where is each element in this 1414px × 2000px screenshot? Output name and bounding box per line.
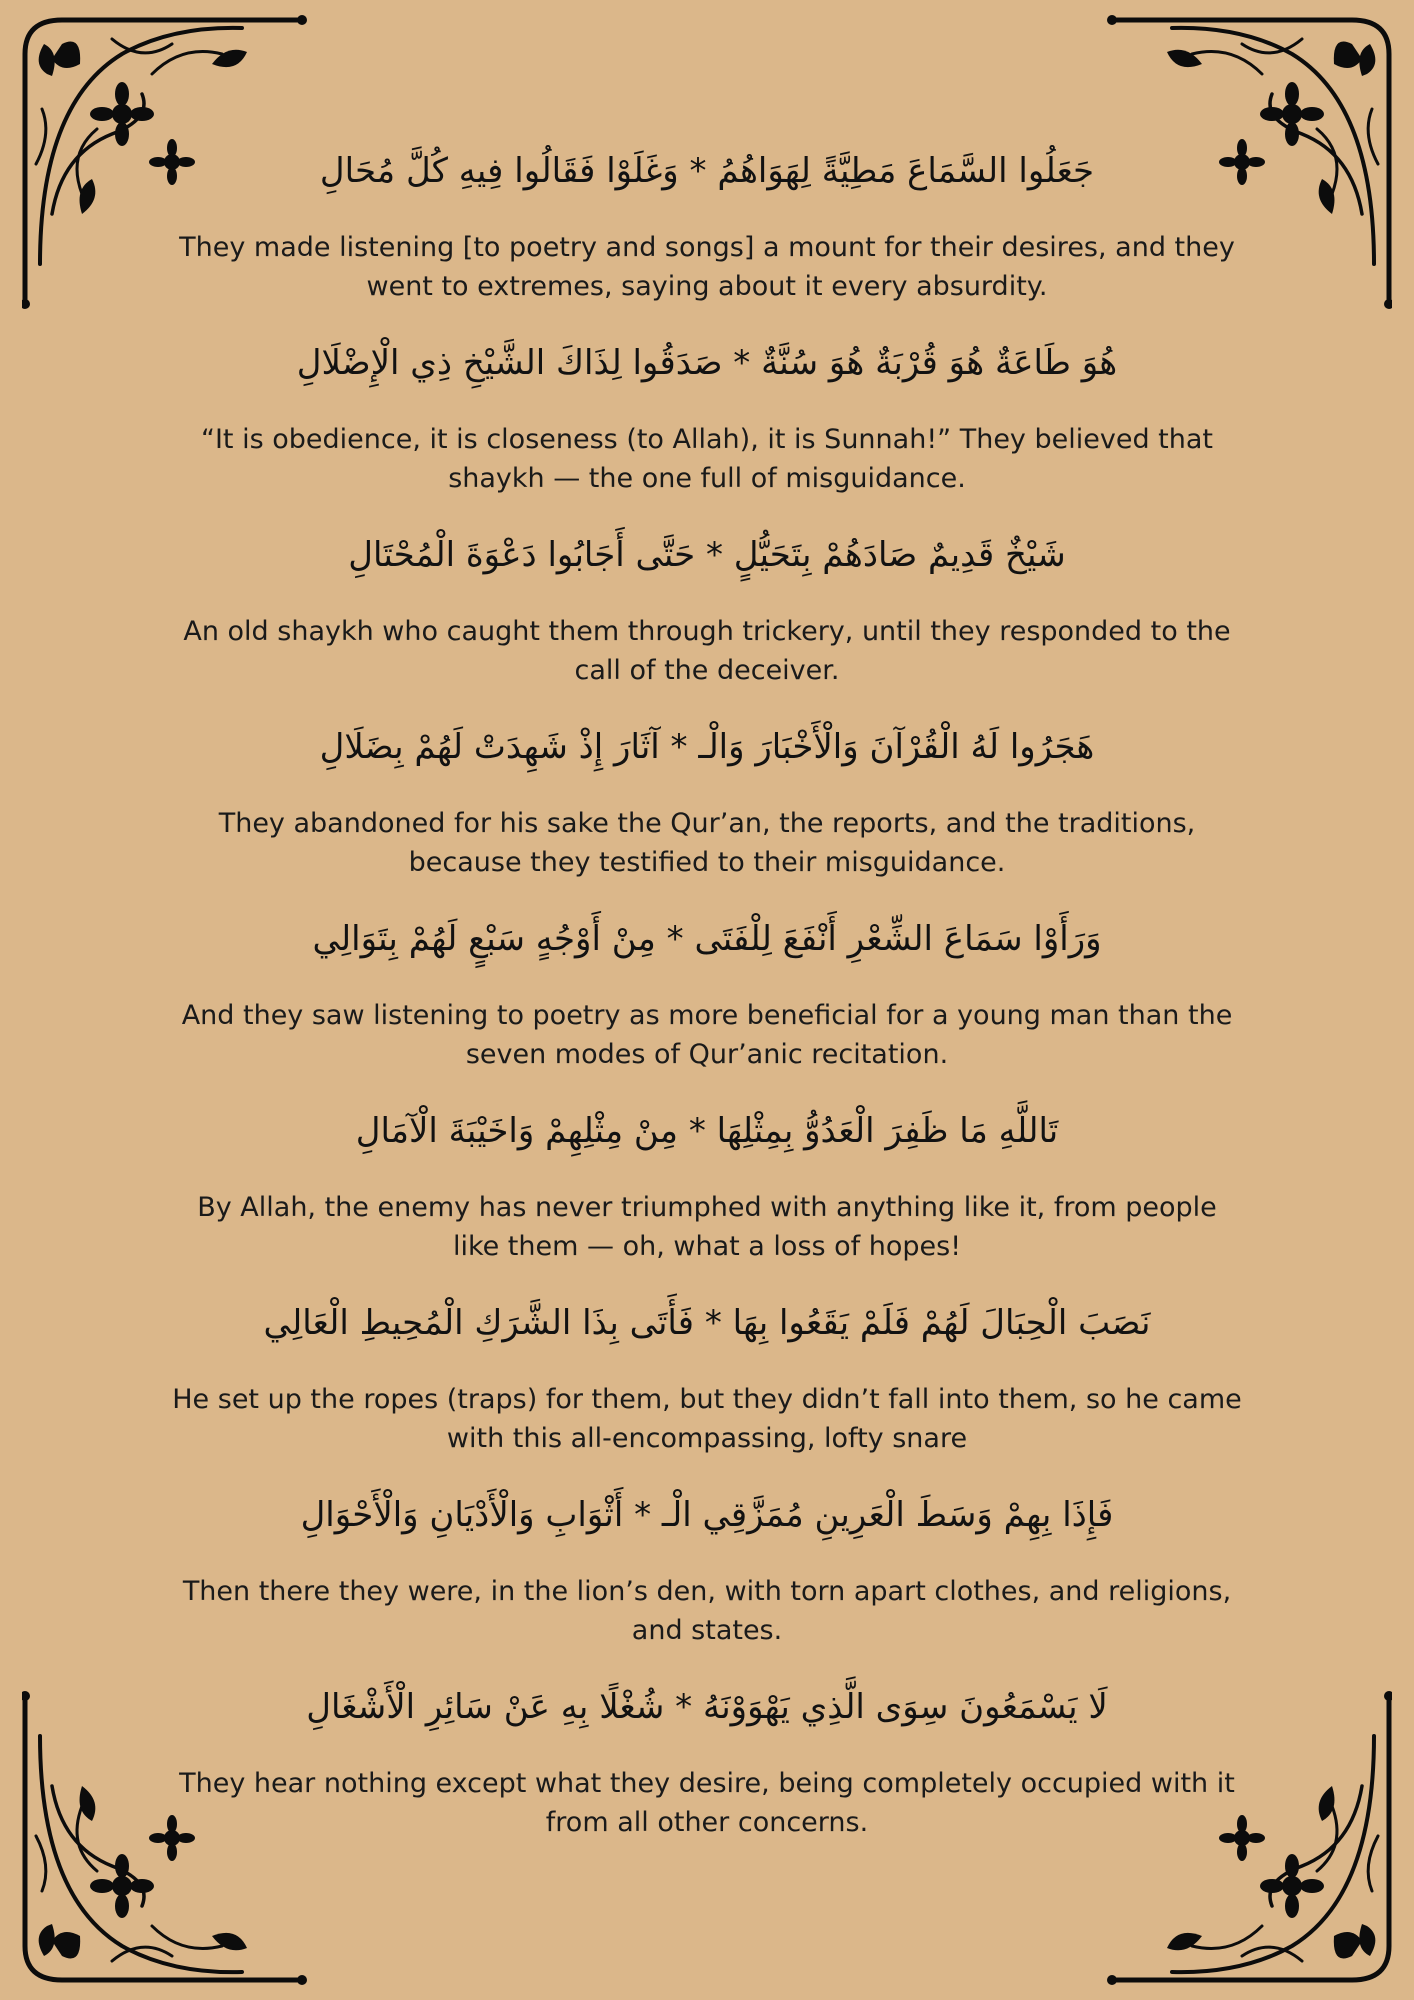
verse-translation: They made listening [to poetry and songs] a mount for their desires, and they went to extremes, saying about it every absurdity. bbox=[179, 232, 1235, 302]
verse-translation: An old shaykh who caught them through trickery, until they responded to the call of the deceiver. bbox=[183, 616, 1231, 686]
verse-arabic: لَا يَسْمَعُونَ سِوَى الَّذِي يَهْوَوْنَهُ * شُغْلًا بِهِ عَنْ سَائِرِ الْأَشْغَالِ bbox=[306, 1687, 1108, 1727]
verse-translation: They hear nothing except what they desire, being completely occupied with it from all other concerns. bbox=[179, 1768, 1235, 1838]
verse-arabic: فَإِذَا بِهِمْ وَسَطَ الْعَرِينِ مُمَزَّقِي الْـ * أَثْوَابِ وَالْأَدْيَانِ وَالْأَحْوَالِ bbox=[300, 1495, 1114, 1535]
verse-7 bbox=[150, 1288, 1264, 1480]
verse-arabic: تَاللَّهِ مَا ظَفِرَ الْعَدُوُّ بِمِثْلِهَا * مِنْ مِثْلِهِمْ وَاخَيْبَةَ الْآمَالِ bbox=[355, 1111, 1059, 1151]
verse-1 bbox=[150, 136, 1264, 328]
verse-arabic: هُوَ طَاعَةٌ هُوَ قُرْبَةٌ هُوَ سُنَّةٌ * صَدَقُوا لِذَاكَ الشَّيْخِ ذِي الْإِضْلَالِ bbox=[296, 343, 1118, 383]
verse-2 bbox=[150, 328, 1264, 520]
verse-9 bbox=[150, 1672, 1264, 1864]
verse-8 bbox=[150, 1480, 1264, 1672]
verse-arabic: نَصَبَ الْحِبَالَ لَهُمْ فَلَمْ يَقَعُوا بِهَا * فَأَتَى بِذَا الشَّرَكِ الْمُحِيطِ الْعَالِي bbox=[263, 1303, 1151, 1343]
verse-translation: “It is obedience, it is closeness (to Allah), it is Sunnah!” They believed that shaykh — the one full of misguidance. bbox=[200, 424, 1213, 494]
verse-arabic: هَجَرُوا لَهُ الْقُرْآنَ وَالْأَخْبَارَ وَالْـ * آثَارَ إِذْ شَهِدَتْ لَهُمْ بِضَلَالِ bbox=[319, 727, 1095, 767]
verse-arabic: شَيْخٌ قَدِيمٌ صَادَهُمْ بِتَحَيُّلٍ * حَتَّى أَجَابُوا دَعْوَةَ الْمُحْتَالِ bbox=[348, 535, 1066, 575]
verse-6 bbox=[150, 1096, 1264, 1288]
verse-translation: By Allah, the enemy has never triumphed with anything like it, from people like them — oh, what a loss of hopes! bbox=[197, 1192, 1217, 1262]
verse-translation: And they saw listening to poetry as more beneficial for a young man than the seven modes of Qur’anic recitation. bbox=[181, 1000, 1233, 1070]
poem-verses bbox=[150, 136, 1264, 1864]
verse-translation: Then there they were, in the lion’s den, with torn apart clothes, and religions, and states. bbox=[182, 1576, 1232, 1646]
verse-translation: They abandoned for his sake the Qur’an, the reports, and the traditions, because they testified to their misguidance. bbox=[218, 808, 1196, 878]
verse-arabic: وَرَأَوْا سَمَاعَ الشِّعْرِ أَنْفَعَ لِلْفَتَى * مِنْ أَوْجُهٍ سَبْعٍ لَهُمْ بِتَوَالِي bbox=[312, 919, 1102, 959]
verse-5 bbox=[150, 904, 1264, 1096]
verse-3 bbox=[150, 520, 1264, 712]
verse-4 bbox=[150, 712, 1264, 904]
verse-translation: He set up the ropes (traps) for them, but they didn’t fall into them, so he came with this all-encompassing, lofty snare bbox=[172, 1384, 1242, 1454]
verse-arabic: جَعَلُوا السَّمَاعَ مَطِيَّةً لِهَوَاهُمُ * وَغَلَوْا فَقَالُوا فِيهِ كُلَّ مُحَالِ bbox=[319, 151, 1095, 191]
